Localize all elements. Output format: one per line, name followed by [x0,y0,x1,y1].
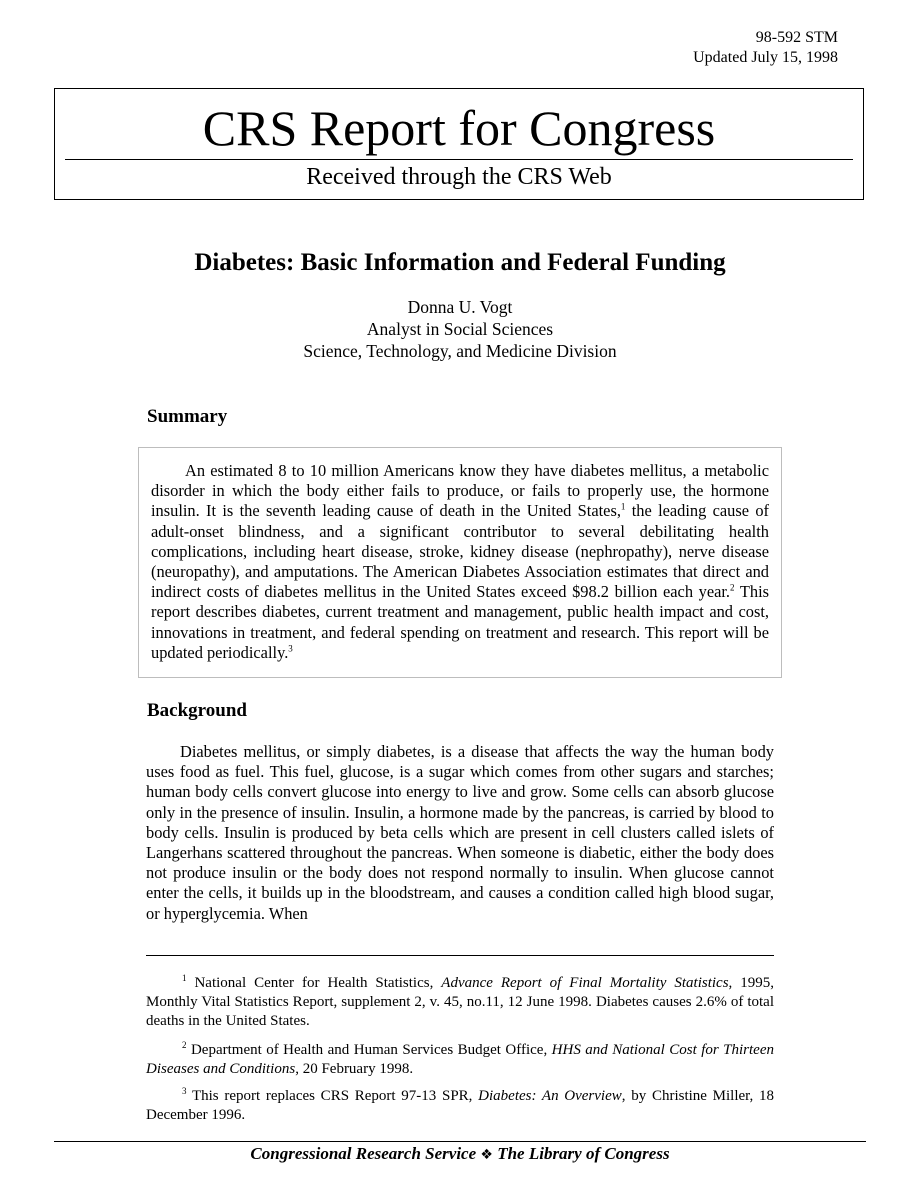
author-position: Analyst in Social Sciences [366,319,554,339]
report-number: 98-592 STM [755,29,838,46]
footer-crs: Congressional Research Service [250,1144,477,1163]
crs-banner [54,88,864,200]
page-footer [0,1143,920,1166]
footnote-3 [146,1087,774,1125]
footnote-text: Department of Health and Human Services Budget Office, [186,1042,552,1058]
banner-subtitle: Received through the CRS Web [306,164,612,190]
author-division: Science, Technology, and Medicine Division [303,341,617,361]
footnote-number: 3 [182,1086,187,1096]
footnote-text: National Center for Health Statistics, [186,975,442,991]
document-title: Diabetes: Basic Information and Federal Funding [194,249,726,276]
footnote-ref-3[interactable]: 3 [288,643,293,654]
footnote-ref-2[interactable]: 2 [730,582,735,593]
footer-loc: The Library of Congress [497,1144,670,1163]
background-text: Diabetes mellitus, or simply diabetes, is a disease that affects the way the human body uses food as fuel. This fuel, glucose, is a sugar which comes from other sugars and starches; human body cells convert glucose into energy to live and grow. Some cells can absorb glucose only in the presence of insulin. Insulin, a hormone made by the pancreas, is carried by blood to body cells. Insulin is produced by beta cells which are present in cell clusters called islets of Langerhans scattered throughout the pancreas. When someone is diabetic, either the body does not produce insulin or the body does not respond normally to insulin. When glucose cannot enter the cells, it builds up in the bloodstream, and causes a condition called high blood sugar, or hyperglycemia. When [146,742,774,923]
banner-divider [65,159,853,160]
banner-title: CRS Report for Congress [202,100,716,156]
footer-divider [54,1141,866,1142]
diamond-separator-icon: ❖ [480,1147,493,1163]
report-identifier [693,28,838,68]
footnote-text: , 1995, Monthly Vital Statistics Report, supplement 2, v. 45, no.11, 12 June 1998. Diabetes causes 2.6% of total deaths in the United States. [146,975,774,1029]
summary-text-3: This report describes diabetes, current treatment and management, public health impact and cost, innovations in treatment, and federal spending on treatment and research. This report will be updated periodically. [151,582,769,662]
summary-text-1: An estimated 8 to 10 million Americans know they have diabetes mellitus, a metabolic disorder in which the body either fails to produce, or fails to properly use, the hormone insulin. It is the seventh leading cause of death in the United States, [151,461,769,521]
footnote-text: This report replaces CRS Report 97-13 SPR, [186,1088,479,1104]
footnote-title: HHS and National Cost for Thirteen Diseases and Conditions [146,1042,774,1077]
footnote-number: 2 [182,1040,187,1050]
footnote-number: 1 [182,973,187,983]
footnote-1 [146,974,774,1030]
footnote-divider [146,955,774,956]
footnote-title: Advance Report of Final Mortality Statistics [441,975,729,991]
summary-text-2: the leading cause of adult-onset blindness, and a significant contributor to several debilitating health complications, including heart disease, stroke, kidney disease (nephropathy), nerve disease (neuropathy), and amputations. The American Diabetes Association estimates that direct and indirect costs of diabetes mellitus in the United States exceed $98.2 billion each year. [151,501,769,602]
footnote-text: , 20 February 1998. [295,1060,414,1077]
footnote-ref-1[interactable]: 1 [620,501,626,512]
footnote-title: Diabetes: An Overview [478,1088,622,1104]
background-heading: Background [147,700,247,721]
footnote-2 [146,1041,774,1079]
author-block [0,296,920,362]
summary-heading: Summary [147,406,228,427]
background-paragraph [146,742,774,924]
updated-date: Updated July 15, 1998 [693,49,838,66]
author-name: Donna U. Vogt [407,297,513,317]
footnote-text: , by Christine Miller, 18 December 1996. [146,1088,774,1123]
summary-paragraph [151,461,769,663]
